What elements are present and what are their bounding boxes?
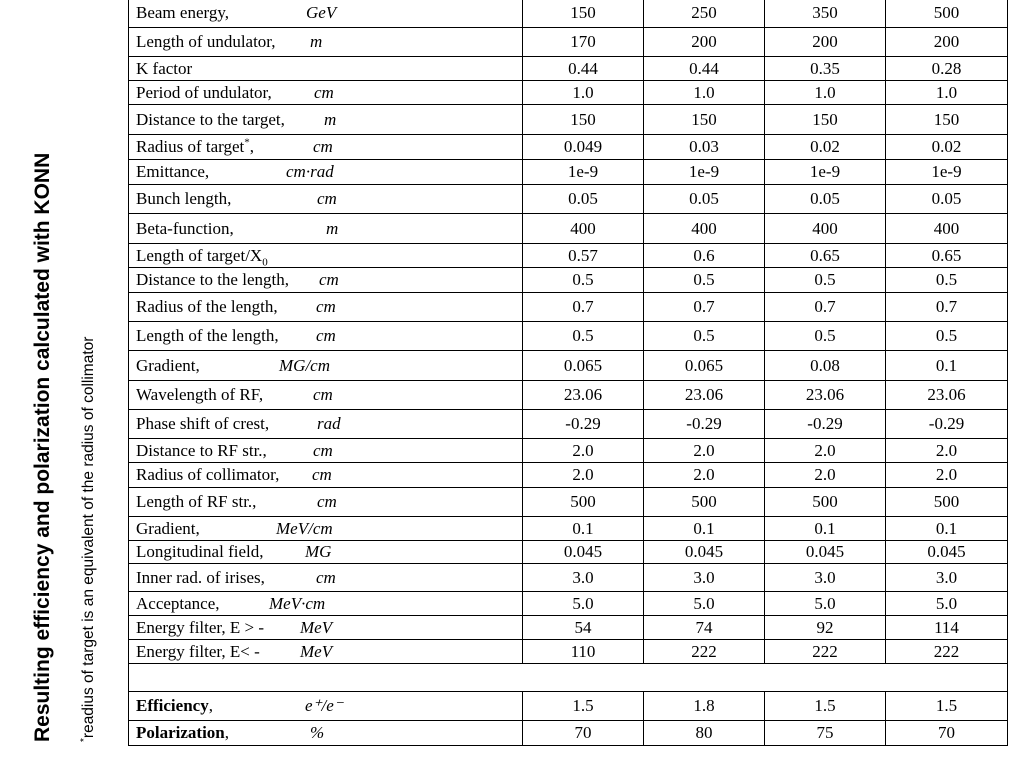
table-row: [129, 692, 1008, 721]
parameter-name: Length of the length,: [136, 326, 279, 345]
value-cell: 222: [644, 640, 765, 664]
footnote-text: readius of target is an equivalent of the radius of collimator: [80, 336, 97, 739]
value-cell: 200: [765, 28, 886, 57]
parameter-label-cell: [129, 592, 523, 616]
parameter-label-cell: [129, 439, 523, 463]
footnote-mark: *: [78, 738, 90, 742]
table-row: [129, 268, 1008, 293]
parameter-unit: %: [310, 723, 325, 742]
value-cell: 500: [644, 488, 765, 517]
parameter-label-cell: [129, 351, 523, 381]
parameter-name: Efficiency: [136, 696, 209, 715]
parameter-unit: cm: [316, 326, 336, 345]
parameter-name: Distance to RF str.,: [136, 440, 267, 460]
value-cell: 0.1: [886, 351, 1008, 381]
parameter-name: Distance to the target,: [136, 109, 285, 129]
value-cell: 0.5: [886, 322, 1008, 351]
value-cell: 0.1: [765, 517, 886, 541]
parameter-label-cell: [129, 541, 523, 564]
value-cell: 0.5: [765, 322, 886, 351]
value-cell: 92: [765, 616, 886, 640]
value-cell: 5.0: [644, 592, 765, 616]
value-cell: -0.29: [644, 410, 765, 439]
table-row: [129, 564, 1008, 592]
value-cell: 3.0: [523, 564, 644, 592]
value-cell: 2.0: [886, 463, 1008, 488]
parameter-label-cell: [129, 160, 523, 185]
value-cell: 70: [523, 721, 644, 746]
value-cell: 200: [886, 28, 1008, 57]
table-row: [129, 351, 1008, 381]
value-cell: 150: [886, 105, 1008, 135]
table-row: [129, 185, 1008, 214]
value-cell: 2.0: [765, 439, 886, 463]
parameter-label-cell: [129, 105, 523, 135]
value-cell: 70: [886, 721, 1008, 746]
parameter-name-sub: 0: [262, 255, 268, 268]
parameter-unit: MeV·cm: [269, 593, 326, 613]
parameter-name: Longitudinal field,: [136, 542, 264, 561]
value-cell: 500: [523, 488, 644, 517]
parameter-unit: MeV: [300, 641, 333, 661]
value-cell: 0.05: [644, 185, 765, 214]
parameter-name: Radius of the length,: [136, 297, 278, 316]
value-cell: 110: [523, 640, 644, 664]
parameter-name: Beam energy,: [136, 3, 229, 22]
value-cell: 0.65: [765, 244, 886, 268]
parameter-name: Energy filter, E > -: [136, 617, 265, 637]
parameter-name-suffix: ,: [208, 696, 213, 715]
value-cell: 1.0: [523, 81, 644, 105]
parameter-name: Inner rad. of irises,: [136, 567, 265, 587]
value-cell: 1e-9: [886, 160, 1008, 185]
parameter-name: Energy filter, E< -: [136, 641, 260, 661]
table-row: [129, 616, 1008, 640]
value-cell: 1.0: [886, 81, 1008, 105]
parameter-name: K factor: [136, 58, 193, 78]
table-row: [129, 214, 1008, 244]
parameter-unit: m: [326, 218, 339, 238]
value-cell: 1.5: [523, 692, 644, 721]
parameter-unit: cm: [313, 440, 333, 460]
value-cell: 1.0: [644, 81, 765, 105]
value-cell: 0.1: [886, 517, 1008, 541]
parameter-name-suffix: ,: [249, 137, 255, 156]
table-row: [129, 81, 1008, 105]
parameter-label-cell: [129, 244, 523, 268]
value-cell: -0.29: [523, 410, 644, 439]
parameter-name: Radius of collimator,: [136, 465, 280, 484]
value-cell: 0.44: [644, 57, 765, 81]
table-row: [129, 293, 1008, 322]
value-cell: 0.065: [523, 351, 644, 381]
value-cell: 1.5: [765, 692, 886, 721]
parameter-name: Distance to the length,: [136, 270, 289, 289]
value-cell: 250: [644, 0, 765, 28]
table-row: [129, 28, 1008, 57]
parameter-unit: cm: [316, 567, 336, 587]
parameter-label-cell: [129, 214, 523, 244]
value-cell: 0.5: [886, 268, 1008, 293]
parameter-label-cell: [129, 616, 523, 640]
parameter-label-cell: [129, 81, 523, 105]
parameter-name-sup: *: [244, 136, 250, 149]
parameter-unit: cm: [317, 189, 337, 208]
value-cell: 3.0: [886, 564, 1008, 592]
value-cell: 1.0: [765, 81, 886, 105]
value-cell: 0.5: [644, 268, 765, 293]
value-cell: 1e-9: [523, 160, 644, 185]
value-cell: 0.1: [644, 517, 765, 541]
parameter-unit: rad: [317, 414, 341, 433]
parameter-label-cell: [129, 640, 523, 664]
value-cell: 114: [886, 616, 1008, 640]
value-cell: 2.0: [765, 463, 886, 488]
value-cell: 1.5: [886, 692, 1008, 721]
parameter-name: Length of RF str.,: [136, 492, 257, 511]
value-cell: 0.5: [523, 322, 644, 351]
value-cell: 2.0: [644, 439, 765, 463]
value-cell: 5.0: [886, 592, 1008, 616]
value-cell: 75: [765, 721, 886, 746]
value-cell: 0.5: [765, 268, 886, 293]
table-row: [129, 463, 1008, 488]
parameter-unit: cm: [313, 385, 333, 404]
parameter-label-cell: [129, 268, 523, 293]
value-cell: 0.065: [644, 351, 765, 381]
parameter-unit: MeV/cm: [276, 518, 333, 538]
parameter-name: Gradient,: [136, 518, 200, 538]
table-row: [129, 160, 1008, 185]
parameter-name: Emittance,: [136, 162, 210, 181]
value-cell: 0.6: [644, 244, 765, 268]
parameter-label-cell: [129, 564, 523, 592]
parameter-unit: cm·rad: [286, 162, 334, 181]
table-row: [129, 381, 1008, 410]
value-cell: 23.06: [765, 381, 886, 410]
parameter-name: Bunch length,: [136, 189, 232, 208]
value-cell: 0.03: [644, 135, 765, 160]
table-row: [129, 57, 1008, 81]
table-row: [129, 721, 1008, 746]
parameter-unit: MG: [305, 542, 332, 561]
parameter-name: Length of undulator,: [136, 32, 276, 51]
parameter-name: Phase shift of crest,: [136, 414, 270, 433]
value-cell: 0.045: [765, 541, 886, 564]
value-cell: 0.02: [765, 135, 886, 160]
table-spacer-row: [129, 664, 1008, 692]
value-cell: 1e-9: [765, 160, 886, 185]
page-title: Resulting efficiency and polarization calculated with KONN: [31, 152, 54, 742]
parameters-table-body: [129, 0, 1008, 746]
parameter-label-cell: [129, 692, 523, 721]
parameter-name: Acceptance,: [136, 593, 220, 613]
parameter-label-cell: [129, 664, 1008, 692]
parameter-label-cell: [129, 463, 523, 488]
value-cell: 500: [886, 0, 1008, 28]
value-cell: 0.02: [886, 135, 1008, 160]
table-row: [129, 410, 1008, 439]
parameter-unit: cm: [316, 297, 336, 316]
value-cell: 0.28: [886, 57, 1008, 81]
parameter-label-cell: [129, 410, 523, 439]
parameters-table: [128, 0, 1008, 746]
table-row: [129, 135, 1008, 160]
value-cell: 0.05: [886, 185, 1008, 214]
parameter-label-cell: [129, 488, 523, 517]
parameter-unit: cm: [312, 465, 332, 484]
parameter-unit: cm: [319, 270, 339, 289]
value-cell: 0.35: [765, 57, 886, 81]
value-cell: 0.7: [523, 293, 644, 322]
value-cell: 0.045: [886, 541, 1008, 564]
value-cell: 500: [886, 488, 1008, 517]
footnote: [80, 337, 98, 742]
parameter-label-cell: [129, 517, 523, 541]
value-cell: 23.06: [523, 381, 644, 410]
value-cell: 0.1: [523, 517, 644, 541]
parameter-unit: MG/cm: [279, 355, 330, 375]
value-cell: 2.0: [523, 463, 644, 488]
value-cell: 400: [765, 214, 886, 244]
value-cell: 0.049: [523, 135, 644, 160]
value-cell: 150: [523, 105, 644, 135]
parameter-name: Polarization: [136, 723, 225, 742]
table-row: [129, 592, 1008, 616]
value-cell: 400: [886, 214, 1008, 244]
value-cell: 2.0: [886, 439, 1008, 463]
parameter-label-cell: [129, 293, 523, 322]
value-cell: -0.29: [886, 410, 1008, 439]
parameter-name: Period of undulator,: [136, 82, 272, 102]
parameter-unit: m: [324, 109, 337, 129]
parameter-unit: cm: [314, 82, 334, 102]
value-cell: 0.57: [523, 244, 644, 268]
parameter-unit: m: [310, 32, 323, 51]
value-cell: 0.5: [523, 268, 644, 293]
value-cell: 400: [644, 214, 765, 244]
value-cell: 5.0: [765, 592, 886, 616]
value-cell: 0.5: [644, 322, 765, 351]
table-row: [129, 244, 1008, 268]
value-cell: 170: [523, 28, 644, 57]
value-cell: -0.29: [765, 410, 886, 439]
table-row: [129, 0, 1008, 28]
parameter-label-cell: [129, 28, 523, 57]
table-row: [129, 488, 1008, 517]
value-cell: 150: [523, 0, 644, 28]
table-row: [129, 439, 1008, 463]
value-cell: 23.06: [644, 381, 765, 410]
value-cell: 1e-9: [644, 160, 765, 185]
parameter-label-cell: [129, 185, 523, 214]
value-cell: 5.0: [523, 592, 644, 616]
parameter-unit: e⁺/e⁻: [305, 696, 343, 715]
table-row: [129, 541, 1008, 564]
parameter-unit: GeV: [306, 3, 337, 22]
value-cell: 23.06: [886, 381, 1008, 410]
value-cell: 200: [644, 28, 765, 57]
parameter-unit: cm: [317, 492, 337, 511]
value-cell: 3.0: [644, 564, 765, 592]
value-cell: 0.65: [886, 244, 1008, 268]
value-cell: 400: [523, 214, 644, 244]
value-cell: 222: [886, 640, 1008, 664]
parameter-name-suffix: ,: [224, 723, 230, 742]
parameter-unit: MeV: [300, 617, 333, 637]
value-cell: 2.0: [644, 463, 765, 488]
value-cell: 350: [765, 0, 886, 28]
value-cell: 74: [644, 616, 765, 640]
table-row: [129, 105, 1008, 135]
value-cell: 150: [765, 105, 886, 135]
table-row: [129, 517, 1008, 541]
value-cell: 0.7: [765, 293, 886, 322]
value-cell: 0.05: [765, 185, 886, 214]
value-cell: 0.7: [644, 293, 765, 322]
parameter-name: Gradient,: [136, 355, 200, 375]
parameter-name: Beta-function,: [136, 218, 234, 238]
value-cell: 0.045: [523, 541, 644, 564]
value-cell: 222: [765, 640, 886, 664]
value-cell: 80: [644, 721, 765, 746]
parameter-name: Wavelength of RF,: [136, 385, 264, 404]
value-cell: 2.0: [523, 439, 644, 463]
parameter-unit: cm: [313, 137, 333, 156]
value-cell: 0.05: [523, 185, 644, 214]
parameter-label-cell: [129, 57, 523, 81]
value-cell: 0.08: [765, 351, 886, 381]
parameter-name: Length of target/X: [136, 245, 263, 265]
value-cell: 150: [644, 105, 765, 135]
value-cell: 0.7: [886, 293, 1008, 322]
value-cell: 54: [523, 616, 644, 640]
parameter-label-cell: [129, 721, 523, 746]
parameter-label-cell: [129, 381, 523, 410]
table-row: [129, 322, 1008, 351]
parameter-label-cell: [129, 0, 523, 28]
parameter-label-cell: [129, 135, 523, 160]
value-cell: 0.44: [523, 57, 644, 81]
parameter-name: Radius of target: [136, 137, 245, 156]
table-row: [129, 640, 1008, 664]
value-cell: 3.0: [765, 564, 886, 592]
value-cell: 1.8: [644, 692, 765, 721]
parameter-label-cell: [129, 322, 523, 351]
value-cell: 500: [765, 488, 886, 517]
value-cell: 0.045: [644, 541, 765, 564]
